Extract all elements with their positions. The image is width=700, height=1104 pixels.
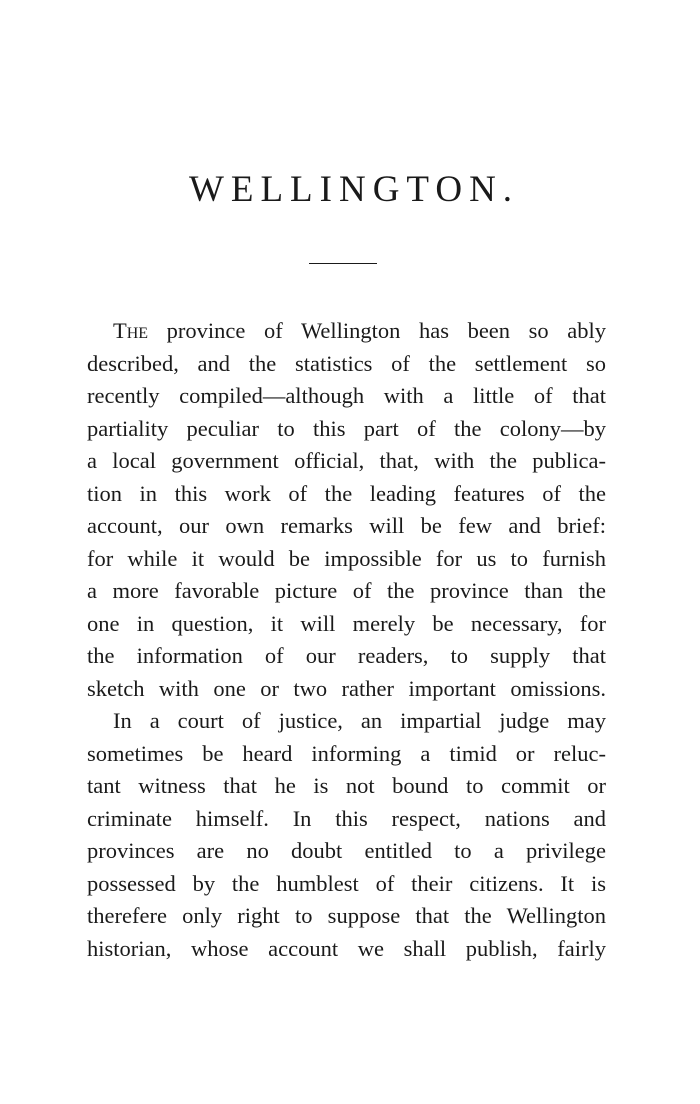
drop-lead-word: The bbox=[113, 318, 149, 343]
text-line: therefere only right to suppose that the Wellington bbox=[87, 903, 606, 928]
text-line: provinces are no doubt entitled to a privilege bbox=[87, 838, 606, 863]
body-text bbox=[87, 315, 606, 965]
text-line: tion in this work of the leading features of the bbox=[87, 480, 606, 506]
text-line: In a court of justice, an impartial judge may bbox=[113, 708, 606, 733]
text-line: recently compiled—although with a little of that bbox=[87, 383, 606, 408]
text-line: account, our own remarks will be few and brief: bbox=[87, 513, 606, 538]
text-line: described, and the statistics of the settlement so bbox=[87, 350, 606, 376]
title-divider-rule bbox=[309, 263, 377, 264]
text-line: The province of Wellington has been so ably bbox=[113, 318, 606, 343]
chapter-title: WELLINGTON. bbox=[188, 169, 520, 210]
text-line: a more favorable picture of the province than the bbox=[87, 578, 606, 603]
text-line: sometimes be heard informing a timid or reluc- bbox=[87, 740, 606, 766]
text-line: possessed by the humblest of their citizens. It is bbox=[87, 870, 606, 896]
text-line: one in question, it will merely be necessary, for bbox=[87, 610, 606, 636]
text-line: for while it would be impossible for us to furnish bbox=[87, 545, 606, 571]
text-line: a local government official, that, with the publica- bbox=[87, 448, 606, 473]
text-line: sketch with one or two rather important omissions. bbox=[87, 675, 606, 701]
text-line: criminate himself. In this respect, nations and bbox=[87, 805, 606, 831]
text-line: tant witness that he is not bound to commit or bbox=[87, 773, 606, 798]
text-line: partiality peculiar to this part of the colony—by bbox=[87, 415, 606, 441]
text-line: historian, whose account we shall publish, fairly bbox=[87, 935, 606, 961]
text-line: the information of our readers, to supply that bbox=[87, 643, 606, 668]
